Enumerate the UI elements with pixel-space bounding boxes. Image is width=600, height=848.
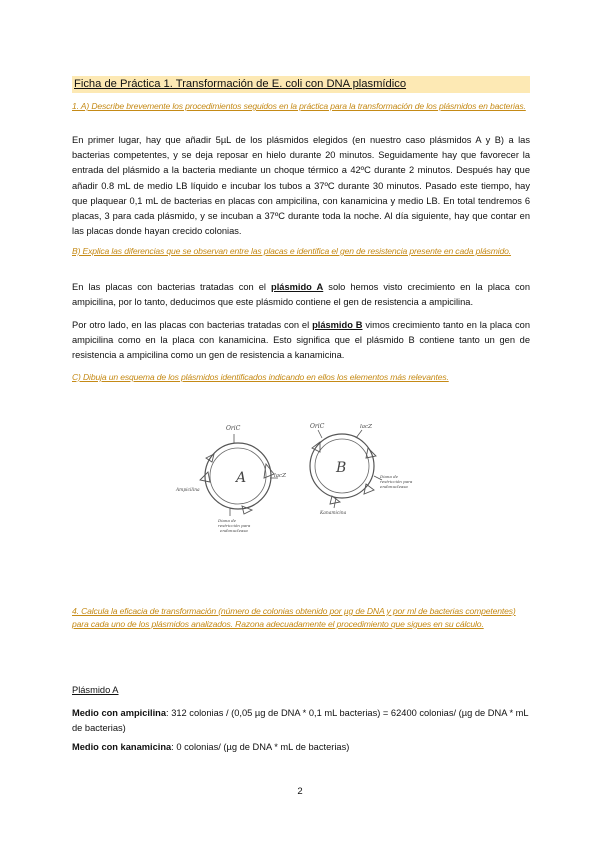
answer-1b-b-pre: Por otro lado, en las placas con bacterias tratadas con el bbox=[72, 320, 313, 330]
plasmid-a-amp-label: Ampicilina bbox=[176, 488, 200, 493]
plasmid-a-drawing bbox=[175, 425, 286, 532]
answer-1b-plasmid-a bbox=[72, 280, 530, 310]
plasmid-a-diana-line2: restricción para bbox=[218, 523, 251, 528]
result-ampicillin-text: : 312 colonias / (0,05 µg de DNA * 0,1 mL bacterias) = 62400 colonias/ (µg de DNA * mL de bacterias) bbox=[72, 708, 529, 734]
plasmid-a-letter: A bbox=[236, 470, 247, 486]
answer-1b-plasmid-b bbox=[72, 318, 530, 364]
plasmid-a-heading: Plásmido A bbox=[72, 685, 119, 695]
plasmid-diagram bbox=[170, 398, 420, 532]
plasmid-b-ori-label: OriC bbox=[310, 423, 325, 430]
page-title: Ficha de Práctica 1. Transformación de E. coli con DNA plasmídico bbox=[74, 78, 407, 90]
result-kanamycin bbox=[72, 740, 530, 755]
plasmid-b-drawing bbox=[310, 423, 413, 516]
plasmid-a-term: plásmido A bbox=[271, 282, 324, 292]
plasmid-b-letter: B bbox=[336, 460, 347, 476]
question-1a: 1. A) Describe brevemente los procedimientos seguidos en la práctica para la transformación de los plásmidos en bacterias. bbox=[72, 101, 526, 111]
result-ampicillin-label: Medio con ampicilina bbox=[72, 708, 167, 718]
plasmid-b-kan-label: Kanamicina bbox=[320, 511, 347, 516]
question-4: 4. Calcula la eficacia de transformación (número de colonias obtenido por µg de DNA y por ml de bacterias competentes) para cada uno de los plásmidos analizados. Razona adecuadamente el procedimiento que sigues en su cálculo. bbox=[72, 606, 516, 629]
plasmid-a-lacz-label: lacZ bbox=[274, 473, 286, 479]
question-1c: C) Dibuja un esquema de los plásmidos identificados indicando en ellos los elementos más relevantes. bbox=[72, 372, 449, 382]
plasmid-b-diana-line1: Diana de bbox=[380, 474, 399, 479]
plasmid-a-ori-label: OriC bbox=[226, 425, 241, 432]
answer-1b-b-post: vimos crecimiento tanto en la placa con ampicilina como en la placa con kanamicina. Esto significa que el plásmido B contiene tanto un gen de resistencia a ampicilina como un gen de resistencia a kanamicina. bbox=[72, 320, 530, 361]
plasmid-a-diana-line3: endonucleasa bbox=[220, 528, 248, 532]
plasmid-b-lacz-label: lacZ bbox=[360, 424, 372, 430]
plasmid-b-diana-line3: endonucleasa bbox=[380, 484, 408, 489]
page-number: 2 bbox=[297, 786, 303, 797]
plasmid-b-diana-line2: restricción para bbox=[380, 479, 413, 484]
result-kanamycin-label: Medio con kanamicina bbox=[72, 742, 172, 752]
answer-1a: En primer lugar, hay que añadir 5µL de los plásmidos elegidos (en nuestro caso plásmidos A y B) a las bacterias competentes, y se deja reposar en hielo durante 20 minutos. Seguidamente hay que favorecer la entrada del plásmido a la bacteria mediante un choque térmico a 42ºC durante 2 minutos. Después hay que añadir 0.8 mL de medio LB líquido e incubar los tubos a 37ºC durante 30 minutos. Pasado este tiempo, hay que plaquear 0,1 mL de bacterias en placas con ampicilina, con kanamicina y medio LB. En total tendremos 6 placas, 3 para cada plásmido, y se incuban a 37ºC durante toda la noche. Al día siguiente, hay que contar en las placas donde hayan crecido colonias. bbox=[72, 135, 530, 237]
result-kanamycin-text: : 0 colonias/ (µg de DNA * mL de bacterias) bbox=[171, 742, 350, 752]
question-1b: B) Explica las diferencias que se observan entre las placas e identifica el gen de resistencia presente en cada plásmido. bbox=[72, 246, 512, 256]
plasmid-b-term: plásmido B bbox=[312, 320, 363, 330]
answer-1b-a-pre: En las placas con bacterias tratadas con el bbox=[72, 282, 272, 292]
result-ampicillin bbox=[72, 706, 530, 736]
answer-1b-a-post: solo hemos visto crecimiento en la placa con ampicilina, por lo tanto, deducimos que este plásmido contiene el gen de resistencia a ampicilina. bbox=[72, 282, 530, 308]
plasmid-a-diana-line1: Diana de bbox=[218, 518, 237, 523]
